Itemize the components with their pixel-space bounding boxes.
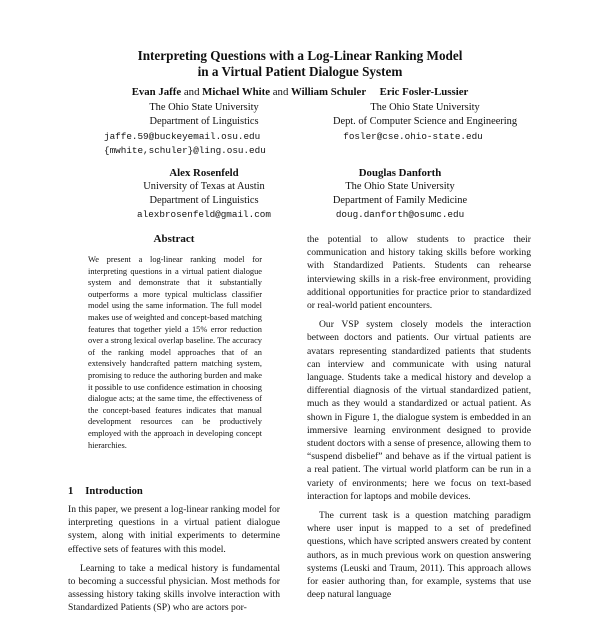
section-heading-introduction [68, 486, 143, 497]
author-schuler: William Schuler [291, 86, 367, 98]
danforth-university: The Ohio State University [345, 181, 455, 192]
author-danforth: Douglas Danforth [358, 167, 442, 179]
affil-left-email-2[interactable]: {mwhite,schuler}@ling.osu.edu [104, 145, 266, 156]
author-white: Michael White [202, 86, 271, 98]
section-number: 1 [68, 486, 74, 497]
rosenfeld-department: Department of Linguistics [149, 195, 259, 206]
danforth-department: Department of Family Medicine [332, 195, 468, 206]
danforth-email[interactable]: doug.danforth@osumc.edu [335, 209, 465, 220]
author-separator: and [183, 86, 200, 98]
left-column-body [68, 503, 280, 621]
right-column-body [307, 233, 531, 607]
right-paragraph-1: the potential to allow students to practice their communication and history taking skills before working with Standardized Patients. Students can rehearse interviewing skills in a risk-free environment, providing additional opportunities for practice prior to standardized or real-world patient encounters. [307, 234, 531, 312]
affil-right-email[interactable]: fosler@cse.ohio-state.edu [343, 131, 483, 142]
author-rosenfeld: Alex Rosenfeld [169, 167, 239, 179]
abstract-heading: Abstract [153, 233, 195, 245]
affil-right-university: The Ohio State University [370, 102, 480, 113]
rosenfeld-university: University of Texas at Austin [143, 181, 265, 192]
rosenfeld-email[interactable]: alexbrosenfeld@gmail.com [137, 209, 271, 220]
section-title: Introduction [85, 486, 143, 497]
paper-title-line-1: Interpreting Questions with a Log-Linear Ranking Model [137, 48, 463, 63]
right-paragraph-2: Our VSP system closely models the interaction between doctors and patients. Our virtual patients are avatars representing standardized patients that students can interview and communicate with using natural language. Students take a medical history and develop a differential diagnosis of the virtual standardized patient, much as they would a standardized or actual patient. As shown in Figure 1, the dialogue system is embedded in an immersive learning environment designed to provide student doctors with a sense of presence, allowing them to “suspend disbelief” and behave as if the virtual patient is a real patient. The virtual world platform can be run in a variety of environments; here we focus on text-based interaction for laptops and mobile devices. [307, 319, 531, 502]
affil-left-university: The Ohio State University [149, 102, 259, 113]
intro-paragraph-2: Learning to take a medical history is fundamental to becoming a successful physician. Most methods for assessing history taking skills involve interaction with Standardized Patients (SP) who are actors por- [68, 562, 280, 614]
author-jaffe: Evan Jaffe [131, 86, 182, 98]
author-fosler-lussier: Eric Fosler-Lussier [379, 86, 469, 98]
abstract-text: We present a log-linear ranking model for interpreting questions in a virtual patient dialogue system and demonstrate that it substantially outperforms a more typical multiclass classifier model using the same information. The full model makes use of weighted and concept-based matching features that together yield a 15% error reduction over a strong lexical overlap baseline. The accuracy of the ranking model approaches that of an extensively handcrafted pattern matching system, promising to reduce the authoring burden and make it possible to use confidence estimation in choosing dialogue acts; at the same time, the effectiveness of the concept-based features indicates that manual development resources can be productively employed with the approach in developing concept hierarchies. [88, 255, 262, 450]
paper-title-line-2: in a Virtual Patient Dialogue System [197, 64, 403, 79]
intro-paragraph-1: In this paper, we present a log-linear ranking model for interpreting questions in a virtual patient dialogue system, along with initial experiments to determine effective sets of features with this model. [68, 504, 280, 555]
author-separator: and [272, 86, 289, 98]
author-line [0, 86, 600, 99]
right-paragraph-3: The current task is a question matching paradigm where user input is mapped to a set of predefined questions, which have scripted answers created by content authors, as in much previous work on question answering systems (Leuski and Traum, 2011). This approach allows for easier authoring than, for example, systems that use deep natural language [307, 510, 531, 601]
affil-left-email-1[interactable]: jaffe.59@buckeyemail.osu.edu [104, 131, 261, 142]
affil-left-department: Department of Linguistics [149, 116, 259, 127]
affil-right-department: Dept. of Computer Science and Engineering [332, 116, 518, 127]
